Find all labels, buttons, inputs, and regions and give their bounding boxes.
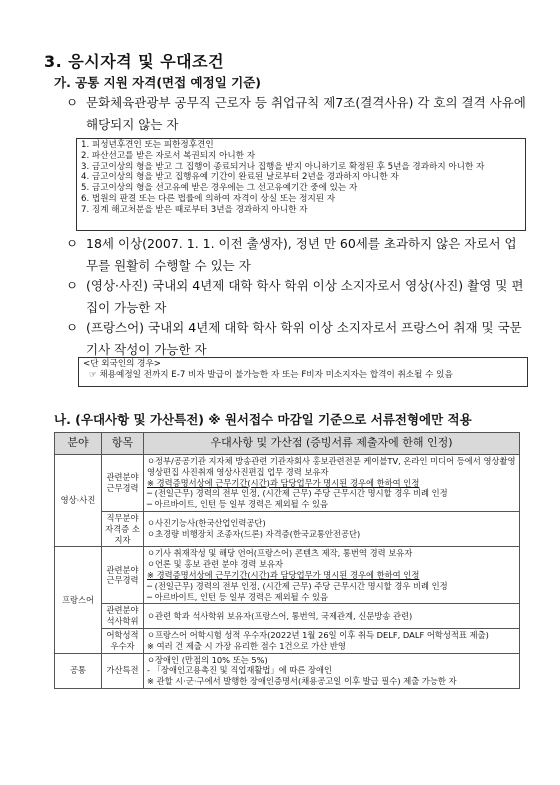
- detail-cell: [144, 547, 520, 604]
- table-header-row: [55, 433, 520, 455]
- item-cell: 관련분야 근무경력: [102, 547, 144, 604]
- detail-line: ※ 관할 시·군·구에서 발행한 장애인증명서(채용공고일 이후 발급 필수) 제출 가능한 자: [147, 676, 457, 687]
- preference-table: [54, 432, 520, 689]
- foreigner-note-title: <단 외국인의 경우>: [83, 359, 161, 369]
- bullet-marker: ㅇ: [66, 320, 79, 335]
- detail-line: ※ 경력증명서상에 근무기간(시간)과 담당업무가 명시된 경우에 한하여 인정: [147, 569, 420, 580]
- header-detail: 우대사항 및 가산점 (증빙서류 제출자에 한해 인정): [144, 433, 520, 455]
- header-item: 항목: [102, 433, 144, 455]
- disqualification-item: 7. 징계 해고처분을 받은 때로부터 3년을 경과하지 아니한 자: [81, 204, 308, 215]
- foreigner-note-box: [78, 357, 528, 387]
- detail-line: ㅇ장애인 (만점의 10% 또는 5%): [147, 654, 268, 665]
- detail-line: ㅇ사진기능사(한국산업인력공단): [147, 518, 266, 529]
- item-cell: 어학성적 우수자: [102, 628, 144, 653]
- bullet-text: (영상·사진) 국내외 4년제 대학 학사 학위 이상 소지자로서 영상(사진) 촬영 및 편집이 가능한 자: [86, 278, 524, 315]
- header-field: 분야: [55, 433, 102, 455]
- subsection-ga-title: 가. 공통 지원 자격(면접 예정일 기준): [54, 75, 261, 90]
- item-cell: 관련분야 석사학위: [102, 604, 144, 629]
- detail-line: ㅇ프랑스어 어학시험 성적 우수자(2022년 1월 26일 이후 취득 DELF, DALF 어학성적표 제출): [147, 629, 489, 640]
- table-row: [55, 628, 520, 653]
- detail-cell: [144, 511, 520, 546]
- disqualification-item: 2. 파산선고를 받은 자로서 복권되지 아니한 자: [81, 150, 256, 161]
- bullet-item: [66, 275, 526, 319]
- disqualification-item: 4. 금고이상의 형을 받고 집행유예 기간이 완료된 날로부터 2년을 경과하지 아니한 자: [81, 172, 399, 183]
- bullet-marker: ㅇ: [66, 236, 79, 251]
- detail-line: ㅇ관련 학과 석사학위 보유자(프랑스어, 통번역, 국제관계, 신문방송 관련): [147, 610, 413, 621]
- detail-cell: [144, 653, 520, 688]
- table-row: [55, 547, 520, 604]
- bullet-item: [66, 92, 526, 136]
- detail-line: ─ (전일근무) 경력의 전부 인정, (시간제 근무) 주당 근무시간 명시할 경우 비례 인정: [147, 580, 448, 591]
- disqualification-item: 6. 법원의 판결 또는 다른 법률에 의하여 자격이 상실 또는 정지된 자: [81, 193, 336, 204]
- detail-cell: [144, 604, 520, 629]
- bullet-marker: ㅇ: [66, 278, 79, 293]
- detail-cell: [144, 628, 520, 653]
- detail-line: ※ 여러 건 제출 시 가장 유리한 점수 1건으로 가산 반영: [147, 640, 346, 651]
- field-cell: 프랑스어: [55, 547, 102, 653]
- detail-line: ㅇ언론 및 홍보 관련 분야 경력 보유자: [147, 559, 284, 570]
- bullet-item: [66, 317, 526, 361]
- item-cell: 관련분야 근무경력: [102, 455, 144, 512]
- detail-line: ─ 아르바이트, 인턴 등 일부 경력은 제외될 수 있음: [147, 499, 329, 510]
- detail-line: ㅇ정부/공공기관 지자체 방송관련 기관자회사 홍보관련전문 케이블TV, 온라인 미디어 등에서 영상촬영 영상편집 사진취재 영상사진편집 업무 경력 보유자: [147, 456, 516, 477]
- field-cell: 영상·사진: [55, 455, 102, 547]
- bullet-text: 18세 이상(2007. 1. 1. 이전 출생자), 정년 만 60세를 초과하지 않은 자로서 업무를 원활히 수행할 수 있는 자: [86, 236, 517, 273]
- detail-line: ㅇ기사 취재작성 및 해당 언어(프랑스어) 콘텐츠 제작, 통번역 경력 보유자: [147, 548, 413, 559]
- detail-line: ※ 경력증명서상에 근무기간(시간)과 담당업무가 명시된 경우에 한하여 인정: [147, 477, 420, 488]
- bullet-marker: ㅇ: [66, 95, 79, 110]
- table-row: [55, 653, 520, 688]
- section-heading: 3. 응시자격 및 우대조건: [44, 52, 225, 71]
- item-cell: 가산특전: [102, 653, 144, 688]
- detail-line: ─ (전일근무) 경력의 전부 인정, (시간제 근무) 주당 근무시간 명시할 경우 비례 인정: [147, 488, 448, 499]
- foreigner-note-text: ☞ 채용예정일 전까지 E-7 비자 발급이 불가능한 자 또는 F비자 미소지자는 합격이 취소될 수 있음: [89, 369, 453, 380]
- subsection-na-title: 나. (우대사항 및 가산특전) ※ 원서접수 마감일 기준으로 서류전형에만 적용: [54, 412, 472, 427]
- table-row: [55, 511, 520, 546]
- disqualification-item: 3. 금고이상의 형을 받고 그 집행이 종료되거나 집행을 받지 아니하기로 확정된 후 5년을 경과하지 아니한 자: [81, 161, 485, 172]
- detail-line: ─ 아르바이트, 인턴 등 일부 경력은 제외될 수 있음: [147, 591, 329, 602]
- disqualification-box: [76, 138, 526, 231]
- table-row: [55, 604, 520, 629]
- disqualification-item: 5. 금고이상의 형을 선고유예 받은 경우에는 그 선고유예기간 중에 있는 자: [81, 183, 358, 194]
- disqualification-item: 1. 피성년후견인 또는 피한정후견인: [81, 140, 214, 150]
- detail-line: - 「장애인고용촉진 및 직업재활법」에 따른 장애인: [147, 665, 333, 676]
- table-row: [55, 455, 520, 512]
- field-cell: 공통: [55, 653, 102, 688]
- item-cell: 직무분야 자격증 소지자: [102, 511, 144, 546]
- bullet-text: (프랑스어) 국내외 4년제 대학 학사 학위 이상 소지자로서 프랑스어 취재 및 국문 기사 작성이 가능한 자: [86, 320, 522, 357]
- detail-line: ㅇ초경량 비행장치 조종자(드론) 자격증(한국교통안전공단): [147, 529, 361, 540]
- bullet-item: [66, 233, 526, 277]
- detail-cell: [144, 455, 520, 512]
- bullet-text: 문화체육관광부 공무직 근로자 등 취업규칙 제7조(결격사유) 각 호의 결격 사유에 해당되지 않는 자: [86, 95, 526, 132]
